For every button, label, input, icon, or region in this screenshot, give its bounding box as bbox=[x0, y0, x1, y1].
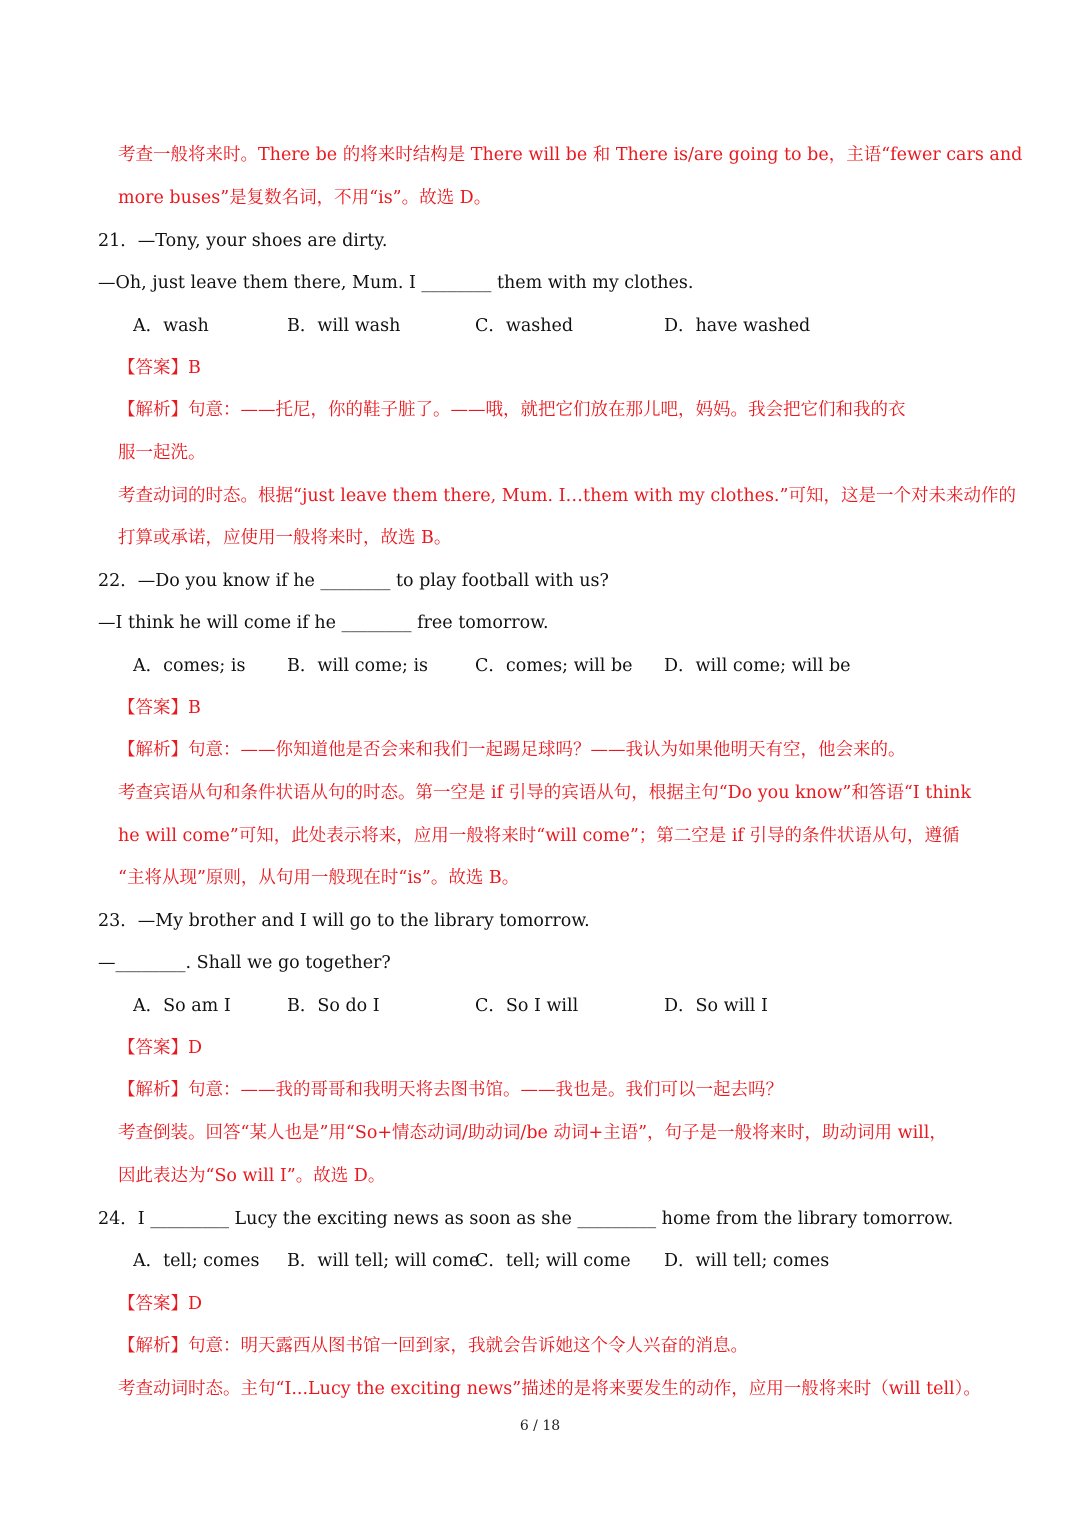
option-a: A．So am I bbox=[133, 996, 231, 1016]
analysis-text: 因此表达为“So will I”。故选 D。 bbox=[118, 1166, 386, 1186]
analysis-text: “主将从现”原则，从句用一般现在时“is”。故选 B。 bbox=[118, 868, 520, 888]
question-stem: —I think he will come if he ________ free tomorrow. bbox=[98, 613, 549, 633]
option-d: D．will come; will be bbox=[664, 656, 851, 676]
analysis-text: 考查倒装。回答“某人也是”用“So+情态动词/助动词/be 动词+主语”，句子是一般将来时，助动词用 will， bbox=[118, 1123, 947, 1143]
option-d: D．have washed bbox=[664, 316, 811, 336]
question-stem: 22．—Do you know if he ________ to play football with us? bbox=[98, 571, 609, 591]
option-a: A．wash bbox=[133, 316, 209, 336]
page-number: 6 / 18 bbox=[519, 1418, 561, 1434]
analysis-text: 【解析】句意：——托尼，你的鞋子脏了。——哦，就把它们放在那儿吧，妈妈。我会把它们和我的衣 bbox=[118, 400, 906, 420]
question-stem: 23．—My brother and I will go to the library tomorrow. bbox=[98, 911, 590, 931]
answer-label: 【答案】D bbox=[118, 1294, 203, 1314]
option-b: B．will wash bbox=[287, 316, 401, 336]
analysis-text: 【解析】句意：——我的哥哥和我明天将去图书馆。——我也是。我们可以一起去吗？ bbox=[118, 1080, 783, 1100]
option-b: B．will come; is bbox=[287, 656, 429, 676]
analysis-text: he will come”可知，此处表示将来，应用一般将来时“will come”；第二空是 if 引导的条件状语从句，遵循 bbox=[118, 826, 960, 846]
option-d: D．will tell; comes bbox=[664, 1251, 830, 1271]
option-b: B．will tell; will come bbox=[287, 1251, 480, 1271]
analysis-text: 考查一般将来时。There be 的将来时结构是 There will be 和 There is/are going to be，主语“fewer cars and bbox=[118, 145, 1023, 165]
analysis-text: 服一起洗。 bbox=[118, 443, 206, 463]
option-b: B．So do I bbox=[287, 996, 380, 1016]
answer-label: 【答案】B bbox=[118, 698, 201, 718]
option-c: C．So I will bbox=[475, 996, 579, 1016]
option-c: C．tell; will come bbox=[475, 1251, 631, 1271]
option-c: C．washed bbox=[475, 316, 574, 336]
option-d: D．So will I bbox=[664, 996, 768, 1016]
analysis-text: more buses”是复数名词，不用“is”。故选 D。 bbox=[118, 188, 492, 208]
analysis-text: 考查宾语从句和条件状语从句的时态。第一空是 if 引导的宾语从句，根据主句“Do you know”和答语“I think bbox=[118, 783, 972, 803]
analysis-text: 【解析】句意：明天露西从图书馆一回到家，我就会告诉她这个令人兴奋的消息。 bbox=[118, 1336, 748, 1356]
option-c: C．comes; will be bbox=[475, 656, 633, 676]
question-stem: —________. Shall we go together? bbox=[98, 953, 391, 973]
option-a: A．comes; is bbox=[133, 656, 246, 676]
analysis-text: 【解析】句意：——你知道他是否会来和我们一起踢足球吗？——我认为如果他明天有空，他会来的。 bbox=[118, 740, 906, 760]
option-a: A．tell; comes bbox=[133, 1251, 260, 1271]
answer-label: 【答案】D bbox=[118, 1038, 203, 1058]
question-stem: 21．—Tony, your shoes are dirty. bbox=[98, 231, 388, 251]
question-stem: —Oh, just leave them there, Mum. I ________ them with my clothes. bbox=[98, 273, 694, 293]
analysis-text: 考查动词时态。主句“I...Lucy the exciting news”描述的是将来要发生的动作，应用一般将来时（will tell）。 bbox=[118, 1379, 981, 1399]
answer-label: 【答案】B bbox=[118, 358, 201, 378]
analysis-text: 考查动词的时态。根据“just leave them there, Mum. I…them with my clothes.”可知，这是一个对未来动作的 bbox=[118, 486, 1016, 506]
question-stem: 24．I _________ Lucy the exciting news as soon as she _________ home from the library tomorrow. bbox=[98, 1209, 954, 1229]
analysis-text: 打算或承诺，应使用一般将来时，故选 B。 bbox=[118, 528, 452, 548]
